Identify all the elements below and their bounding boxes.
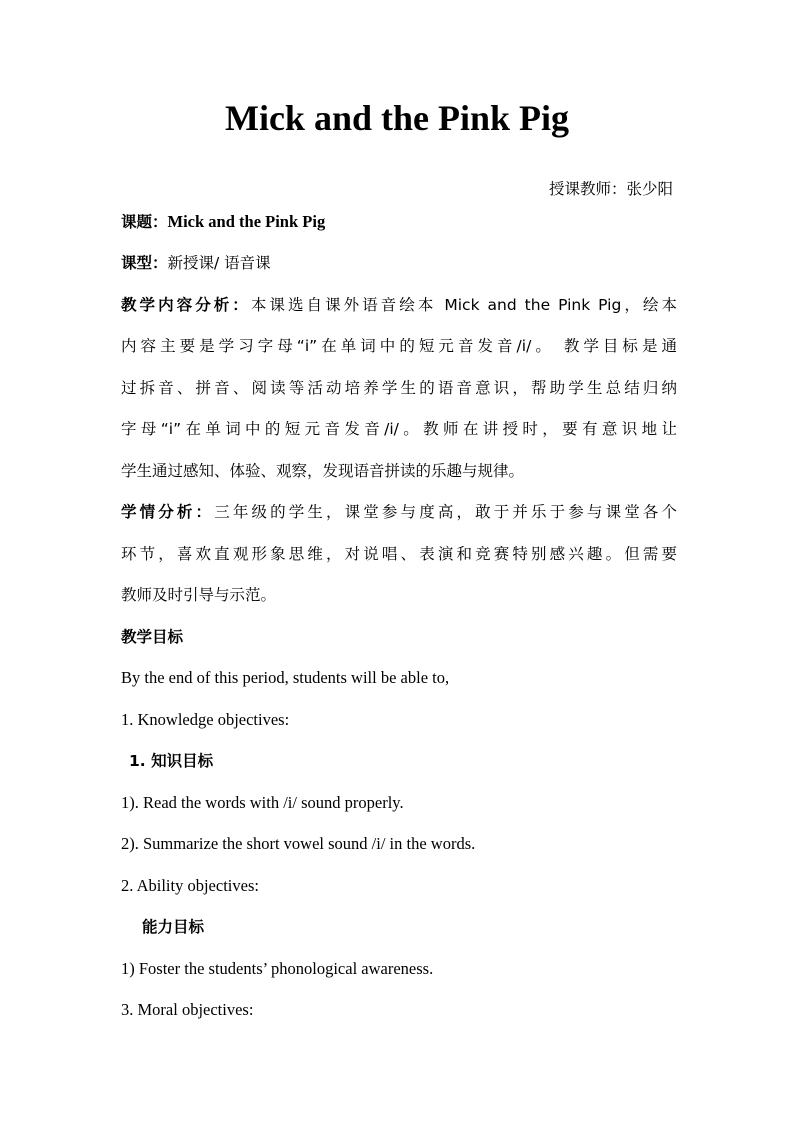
content-analysis-text: 本课选自课外语音绘本 Mick and the Pink Pig，绘本	[250, 296, 677, 314]
lesson-type-label: 课型：	[121, 254, 168, 272]
learner-analysis-line-1	[121, 501, 677, 523]
learner-analysis-line-2: 环节，喜欢直观形象思维，对说唱、表演和竞赛特别感兴趣。但需要	[121, 545, 677, 563]
knowledge-item-2: 2). Summarize the short vowel sound /i/ in the words.	[121, 834, 476, 853]
objectives-heading: 教学目标	[121, 628, 184, 646]
content-analysis-line-1	[121, 294, 677, 316]
knowledge-objectives-cn: 1. 知识目标	[129, 752, 214, 770]
learner-analysis-label: 学情分析：	[121, 503, 215, 521]
content-analysis-label: 教学内容分析：	[121, 296, 251, 314]
learner-analysis-line-3: 教师及时引导与示范。	[121, 586, 277, 604]
knowledge-objectives-heading: 1. Knowledge objectives:	[121, 710, 290, 729]
teacher-name: 授课教师：张少阳	[548, 180, 673, 198]
knowledge-item-1: 1). Read the words with /i/ sound properly.	[121, 793, 404, 812]
ability-objectives-heading: 2. Ability objectives:	[121, 876, 259, 895]
lesson-type-line	[121, 252, 677, 274]
content-analysis-line-2: 内容主要是学习字母“i”在单词中的短元音发音/i/。 教学目标是通	[121, 337, 677, 355]
topic-line	[121, 211, 677, 233]
lesson-type-value: 新授课/ 语音课	[167, 254, 271, 272]
ability-objectives-cn: 能力目标	[142, 918, 205, 936]
topic-label: 课题：	[121, 213, 168, 231]
topic-value: Mick and the Pink Pig	[167, 212, 326, 231]
content-analysis-line-5: 学生通过感知、体验、观察，发现语音拼读的乐趣与规律。	[121, 462, 525, 480]
objectives-intro: By the end of this period, students will be able to,	[121, 668, 450, 687]
content-analysis-line-4: 字母“i”在单词中的短元音发音/i/。教师在讲授时，要有意识地让	[121, 420, 677, 438]
content-analysis-line-3: 过拆音、拼音、阅读等活动培养学生的语音意识，帮助学生总结归纳	[121, 379, 677, 397]
ability-item-1: 1) Foster the students’ phonological awareness.	[121, 959, 434, 978]
moral-objectives-heading: 3. Moral objectives:	[121, 1000, 254, 1019]
learner-analysis-text: 三年级的学生，课堂参与度高，敢于并乐于参与课堂各个	[214, 503, 677, 521]
document-title: Mick and the Pink Pig	[224, 98, 570, 138]
